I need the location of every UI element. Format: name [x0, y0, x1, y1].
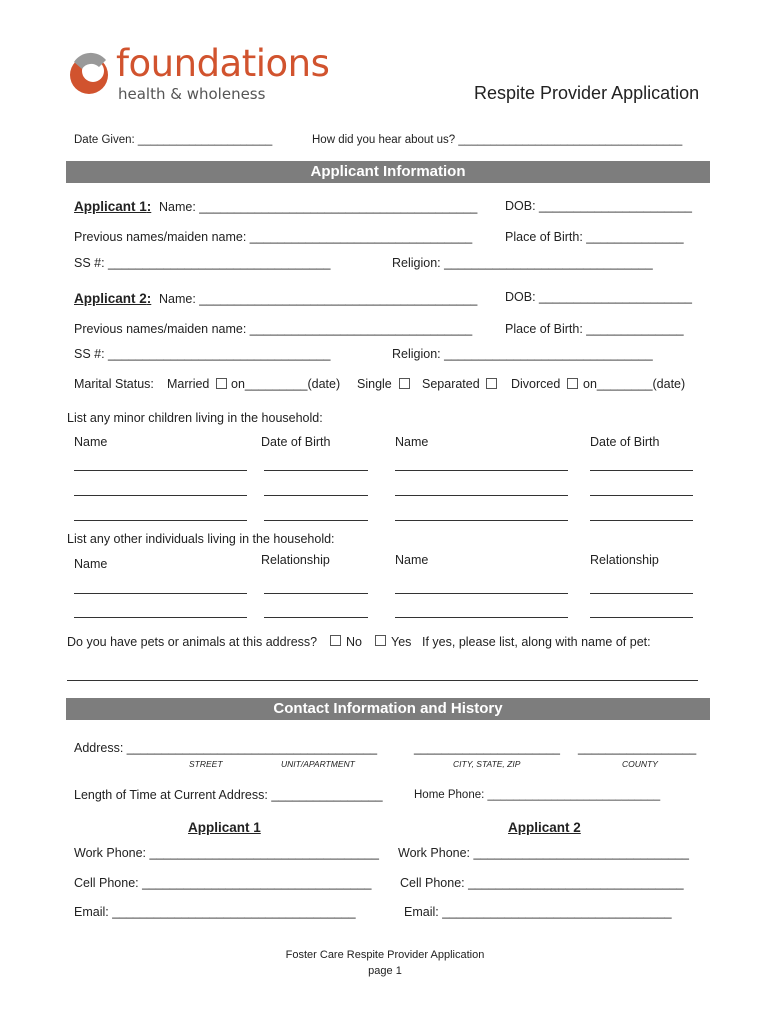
children-name-header: Name	[74, 435, 108, 449]
applicant2-birthplace-field[interactable]: Place of Birth: ______________	[505, 322, 684, 336]
other-name-line[interactable]	[74, 593, 247, 594]
married-date-field[interactable]: on_________(date)	[231, 377, 341, 391]
children-name-header-2: Name	[395, 435, 429, 449]
applicant1-religion-field[interactable]: Religion: ______________________________	[392, 256, 653, 270]
applicant1-label-colon: :	[146, 199, 152, 214]
pets-yes-label: Yes	[391, 635, 412, 649]
other-name-line[interactable]	[395, 617, 568, 618]
divorced-label: Divorced	[511, 377, 561, 391]
child-dob-line[interactable]	[264, 470, 368, 471]
marital-status-label: Marital Status:	[74, 377, 154, 391]
foundations-logo-icon	[66, 50, 112, 100]
contact-applicant1-heading: Applicant 1	[188, 820, 261, 835]
applicant2-cell-phone-field[interactable]: Cell Phone: _______________________________	[400, 876, 684, 890]
other-relationship-header-2: Relationship	[590, 553, 659, 567]
applicant2-work-phone-field[interactable]: Work Phone: _______________________________	[398, 846, 690, 860]
minor-children-heading: List any minor children living in the household:	[67, 411, 323, 425]
applicant1-email-field[interactable]: Email: ___________________________________	[74, 905, 356, 919]
other-name-line[interactable]	[74, 617, 247, 618]
pets-list-label: If yes, please list, along with name of pet:	[422, 635, 651, 649]
pets-no-checkbox[interactable]	[330, 635, 341, 646]
logo-subtitle: health & wholeness	[118, 85, 266, 103]
other-relationship-line[interactable]	[590, 593, 693, 594]
applicant2-email-field[interactable]: Email: _________________________________	[404, 905, 672, 919]
address-field[interactable]: Address: ____________________________________	[74, 741, 378, 755]
pets-question: Do you have pets or animals at this address?	[67, 635, 318, 649]
applicant1-ss-field[interactable]: SS #: ________________________________	[74, 256, 331, 270]
child-dob-line[interactable]	[590, 520, 693, 521]
how-hear-field[interactable]: How did you hear about us? ___________________________________	[312, 134, 683, 146]
applicant1-previous-names-field[interactable]: Previous names/maiden name: ________________________________	[74, 230, 473, 244]
pets-no-label: No	[346, 635, 362, 649]
child-dob-line[interactable]	[264, 495, 368, 496]
other-name-line[interactable]	[395, 593, 568, 594]
child-name-line[interactable]	[74, 495, 247, 496]
contact-info-header: Contact Information and History	[66, 698, 710, 720]
child-name-line[interactable]	[395, 470, 568, 471]
other-individuals-heading: List any other individuals living in the household:	[67, 532, 335, 546]
logo-title: foundations	[116, 42, 330, 85]
other-relationship-line[interactable]	[590, 617, 693, 618]
length-at-address-field[interactable]: Length of Time at Current Address: ________________	[74, 788, 383, 802]
single-label: Single	[357, 377, 392, 391]
form-title: Respite Provider Application	[474, 83, 700, 103]
other-relationship-line[interactable]	[264, 617, 368, 618]
address-county-line[interactable]: _________________	[578, 741, 697, 755]
other-name-header: Name	[74, 557, 108, 571]
applicant1-cell-phone-field[interactable]: Cell Phone: _________________________________	[74, 876, 372, 890]
other-relationship-header: Relationship	[261, 553, 330, 567]
applicant1-work-phone-field[interactable]: Work Phone: _________________________________	[74, 846, 379, 860]
other-name-header-2: Name	[395, 553, 429, 567]
city-caption: CITY, STATE, ZIP	[453, 759, 521, 769]
single-checkbox[interactable]	[399, 378, 410, 389]
applicant-info-header: Applicant Information	[66, 161, 710, 183]
applicant2-name-field[interactable]: Name: ________________________________________	[159, 292, 478, 306]
child-dob-line[interactable]	[590, 470, 693, 471]
county-caption: COUNTY	[622, 759, 658, 769]
separated-label: Separated	[422, 377, 480, 391]
contact-applicant2-heading: Applicant 2	[508, 820, 581, 835]
date-given-field[interactable]: Date Given: _____________________	[74, 134, 273, 146]
applicant1-label	[74, 198, 151, 216]
footer-title: Foster Care Respite Provider Application	[285, 949, 485, 961]
applicant2-religion-field[interactable]: Religion: ______________________________	[392, 347, 653, 361]
child-name-line[interactable]	[74, 470, 247, 471]
child-name-line[interactable]	[395, 495, 568, 496]
applicant1-dob-field[interactable]: DOB: ______________________	[505, 199, 692, 213]
applicant2-label-colon: :	[146, 291, 152, 306]
separated-checkbox[interactable]	[486, 378, 497, 389]
children-dob-header-2: Date of Birth	[590, 435, 660, 449]
applicant2-dob-field[interactable]: DOB: ______________________	[505, 290, 692, 304]
address-city-line[interactable]: _____________________	[414, 741, 560, 755]
applicant1-label-text: Applicant 1	[74, 199, 147, 214]
child-name-line[interactable]	[395, 520, 568, 521]
pets-list-line[interactable]	[67, 680, 698, 681]
applicant1-birthplace-field[interactable]: Place of Birth: ______________	[505, 230, 684, 244]
home-phone-field[interactable]: Home Phone: ___________________________	[414, 789, 661, 801]
other-relationship-line[interactable]	[264, 593, 368, 594]
divorced-checkbox[interactable]	[567, 378, 578, 389]
applicant2-label	[74, 290, 151, 308]
married-checkbox[interactable]	[216, 378, 227, 389]
applicant1-name-field[interactable]: Name: ________________________________________	[159, 200, 478, 214]
applicant2-label-text: Applicant 2	[74, 291, 147, 306]
married-label: Married	[167, 377, 210, 391]
unit-caption: UNIT/APARTMENT	[281, 759, 355, 769]
children-dob-header: Date of Birth	[261, 435, 331, 449]
applicant2-previous-names-field[interactable]: Previous names/maiden name: ________________________________	[74, 322, 473, 336]
child-dob-line[interactable]	[590, 495, 693, 496]
divorced-date-field[interactable]: on________(date)	[583, 377, 686, 391]
pets-yes-checkbox[interactable]	[375, 635, 386, 646]
child-dob-line[interactable]	[264, 520, 368, 521]
applicant2-ss-field[interactable]: SS #: ________________________________	[74, 347, 331, 361]
child-name-line[interactable]	[74, 520, 247, 521]
footer-page-number: page 1	[368, 965, 402, 977]
street-caption: STREET	[189, 759, 223, 769]
